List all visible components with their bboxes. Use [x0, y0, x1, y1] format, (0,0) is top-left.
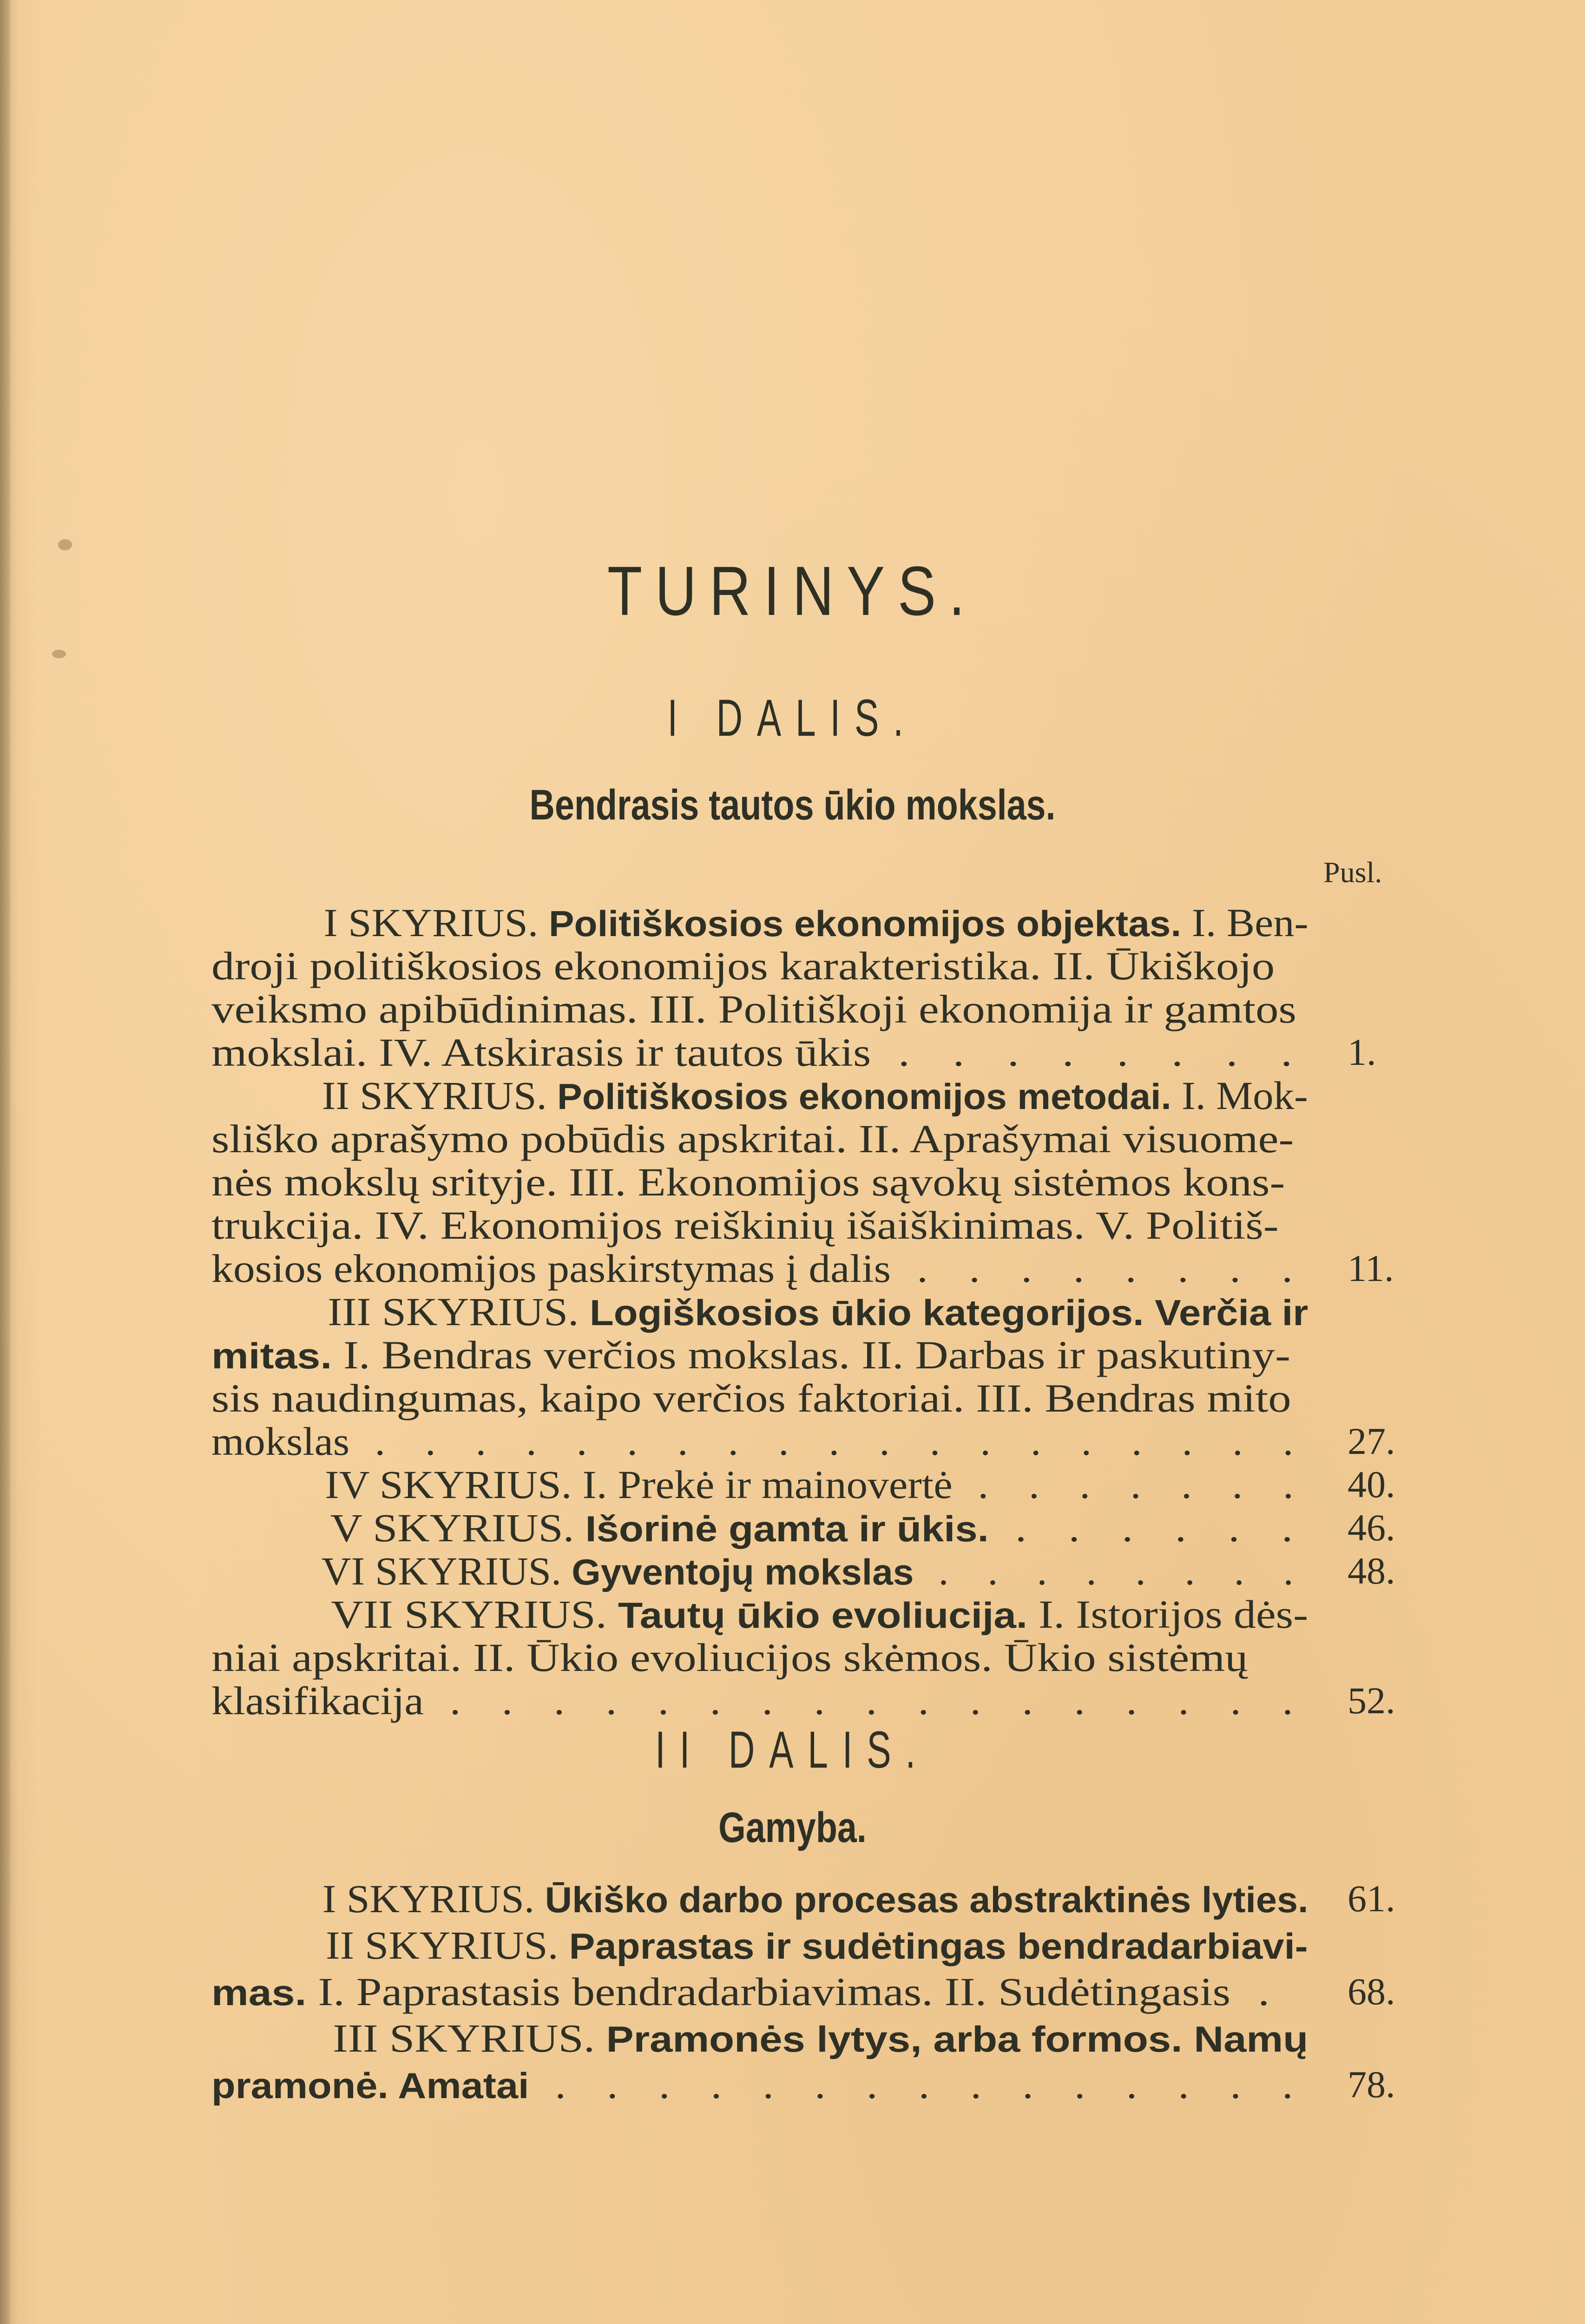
page-number: 78.	[1348, 2063, 1395, 2106]
toc-line	[211, 943, 1308, 989]
toc-line-text	[211, 986, 1296, 1032]
toc-line-text	[211, 1968, 1285, 2016]
toc-line	[211, 1677, 1308, 1724]
toc-line	[211, 1375, 1308, 1421]
toc-line	[211, 2061, 1308, 2108]
toc-line-text	[211, 1375, 1291, 1421]
toc-line-text	[211, 1875, 1309, 1923]
toc-line-text	[211, 1072, 1308, 1120]
chapter-title: Ūkiško darbo procesas abstraktinės lyties.	[545, 1879, 1309, 1920]
toc-line	[211, 1245, 1308, 1292]
toc-text: IV SKYRIUS. I. Prekė ir mainovertė	[325, 1462, 953, 1507]
toc-line-text	[211, 1245, 1308, 1292]
dot-leader: . . . . . .	[988, 1505, 1309, 1550]
page-number: 48.	[1348, 1550, 1395, 1592]
toc-line	[211, 1548, 1308, 1594]
page-number: 61.	[1348, 1877, 1395, 1920]
page-number: 68.	[1348, 1970, 1395, 2013]
toc-text: nės mokslų srityje. III. Ekonomijos sąvokų sistėmos kons-	[211, 1160, 1285, 1204]
chapter-title: Logiškosios ūkio kategorijos. Verčia ir	[589, 1292, 1309, 1333]
page-spine-shadow	[0, 0, 10, 2324]
toc-line	[211, 1875, 1308, 1922]
toc-text: VI SKYRIUS.	[321, 1549, 572, 1593]
chapter-title: Politiškosios ekonomijos objektas.	[548, 903, 1182, 944]
toc-line-text	[211, 1418, 1308, 1465]
toc-text: III SKYRIUS.	[333, 2016, 606, 2060]
page-number: 1.	[1348, 1031, 1376, 1073]
toc-line-text	[211, 1202, 1279, 1248]
page-number: 46.	[1348, 1506, 1395, 1549]
toc-line	[211, 1634, 1308, 1681]
toc-text: veiksmo apibūdinimas. III. Politiškoji ekonomija ir gamtos	[211, 987, 1296, 1031]
toc-line	[211, 1159, 1308, 1205]
chapter-title: Pramonės lytys, arba formos. Namų	[606, 2019, 1309, 2060]
toc-text: mokslas	[211, 1419, 350, 1464]
toc-line	[211, 1418, 1308, 1465]
toc-text: trukcija. IV. Ekonomijos reiškinių išaiškinimas. V. Politiš-	[211, 1203, 1279, 1248]
dot-leader: . . . . . . .	[952, 1462, 1309, 1507]
chapter-title: pramonė. Amatai	[211, 2065, 529, 2106]
dot-leader: .	[1230, 1969, 1286, 2014]
chapter-title: Gyventojų mokslas	[572, 1552, 914, 1592]
toc-text: I. Paprastasis bendradarbiavimas. II. Sudėtingasis	[306, 1969, 1230, 2014]
toc-line-text	[211, 899, 1308, 947]
toc-text: mokslai. IV. Atskirasis ir tautos ūkis	[211, 1030, 871, 1075]
toc-line	[211, 1922, 1308, 1968]
chapter-title: Paprastas ir sudėtingas bendradarbiavi-	[569, 1926, 1308, 1967]
toc-line-text	[211, 1634, 1248, 1681]
dot-leader: . . . . . . . . . . . . . . . . .	[423, 1678, 1309, 1723]
dot-leader: . . . . . . . .	[871, 1030, 1309, 1075]
toc-line-text	[211, 1922, 1308, 1969]
page-number: 11.	[1348, 1247, 1394, 1289]
page-column-label: Pusl.	[1323, 856, 1382, 889]
toc-line	[211, 1116, 1308, 1162]
toc-line-text	[211, 1288, 1308, 1336]
toc-text: V SKYRIUS.	[330, 1505, 585, 1550]
toc-line	[211, 1029, 1308, 1076]
chapter-title: Politiškosios ekonomijos metodai.	[557, 1076, 1171, 1117]
part-2-subtitle: Gamyba.	[718, 1804, 867, 1851]
toc-line-text	[211, 1029, 1308, 1076]
toc-text: I. Mok-	[1171, 1073, 1308, 1118]
toc-line	[211, 1202, 1308, 1248]
toc-text: I. Ben-	[1181, 900, 1309, 945]
toc-text: niai apskritai. II. Ūkio evoliucijos skėmos. Ūkio sistėmų	[211, 1635, 1248, 1680]
toc-line	[211, 1968, 1308, 2015]
part-2-heading: II DALIS.	[655, 1721, 930, 1779]
chapter-title: mitas.	[211, 1335, 332, 1376]
toc-text: II SKYRIUS.	[325, 1923, 569, 1967]
toc-line	[211, 1505, 1308, 1551]
toc-line	[211, 1332, 1308, 1378]
toc-text: II SKYRIUS.	[322, 1073, 558, 1118]
toc-line	[211, 899, 1308, 946]
toc-line	[211, 1461, 1308, 1508]
page-number: 27.	[1348, 1420, 1395, 1462]
toc-line-text	[211, 1461, 1309, 1508]
toc-text: klasifikacija	[211, 1678, 424, 1723]
toc-line	[211, 1591, 1308, 1637]
paper-stain	[52, 650, 66, 658]
toc-line	[211, 1072, 1308, 1119]
paper-stain	[58, 539, 72, 550]
dot-leader: . . . . . . . . . . . . . . . . . . .	[349, 1419, 1308, 1464]
toc-line-text	[211, 2061, 1308, 2109]
toc-text: sis naudingumas, kaipo verčios faktoriai. III. Bendras mito	[211, 1376, 1291, 1420]
dot-leader: . . . . . . . .	[891, 1246, 1308, 1291]
chapter-title: Išorinė gamta ir ūkis.	[585, 1508, 989, 1549]
dot-leader: . . . . . . . .	[914, 1549, 1308, 1593]
toc-text: I SKYRIUS.	[323, 900, 549, 945]
part-1-subtitle: Bendrasis tautos ūkio mokslas.	[529, 781, 1056, 829]
toc-line	[211, 1288, 1308, 1335]
toc-line-text	[211, 2015, 1308, 2062]
chapter-title: mas.	[211, 1972, 307, 2013]
toc-text: sliško aprašymo pobūdis apskritai. II. Aprašymai visuome-	[211, 1116, 1294, 1161]
dot-leader: . . . . . . . . . . . . . . .	[529, 2062, 1308, 2107]
toc-line-text	[211, 943, 1275, 989]
toc-line-text	[211, 1332, 1290, 1379]
toc-line-text	[211, 1116, 1294, 1162]
toc-line-text	[211, 1677, 1308, 1724]
part-1-heading: I DALIS.	[667, 689, 918, 747]
toc-text: I SKYRIUS.	[322, 1876, 545, 1921]
toc-text: I. Bendras verčios mokslas. II. Darbas ir paskutiny-	[332, 1333, 1290, 1377]
toc-text: I. Istorijos dės-	[1027, 1592, 1309, 1637]
toc-line-text	[211, 1548, 1308, 1595]
toc-line-text	[211, 1159, 1285, 1205]
page-number: 40.	[1348, 1463, 1395, 1505]
toc-line	[211, 986, 1308, 1032]
toc-text: III SKYRIUS.	[328, 1289, 590, 1334]
toc-text: VII SKYRIUS.	[331, 1592, 618, 1637]
toc-line-text	[211, 1591, 1308, 1638]
toc-line	[211, 2015, 1308, 2061]
toc-text: droji politiškosios ekonomijos karakteristika. II. Ūkiškojo	[211, 944, 1275, 988]
chapter-title: Tautų ūkio evoliucija.	[618, 1595, 1027, 1636]
toc-title: TURINYS.	[607, 552, 978, 630]
toc-text: kosios ekonomijos paskirstymas į dalis	[211, 1246, 891, 1291]
page-number: 52.	[1348, 1679, 1395, 1722]
toc-line-text	[211, 1505, 1308, 1552]
